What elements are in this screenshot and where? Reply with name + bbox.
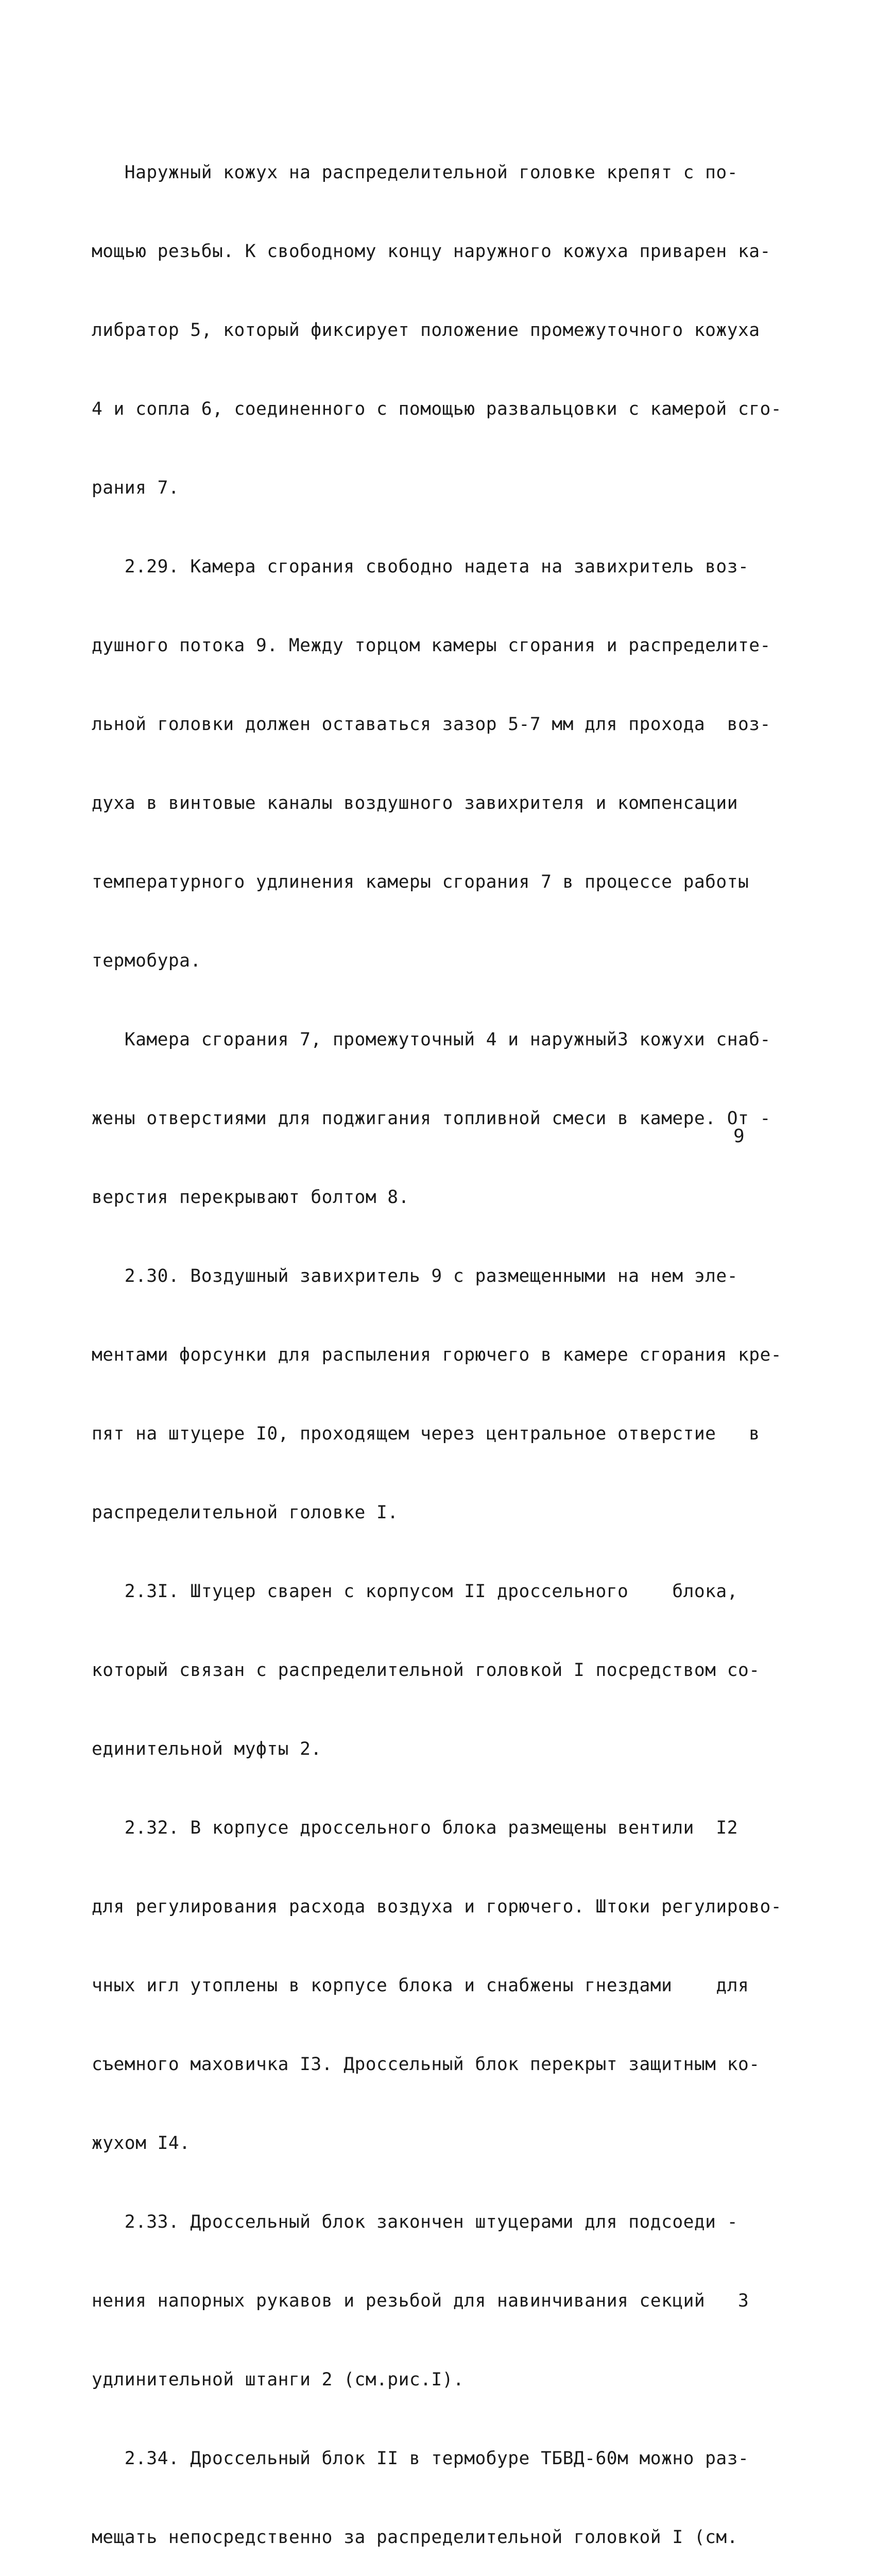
text-line: 2.34. Дроссельный блок II в термобуре ТБВД-60м можно раз- (92, 2448, 749, 2469)
text-line: температурного удлинения камеры сгорания 7 в процессе работы (92, 872, 749, 892)
text-line: единительной муфты 2. (92, 1739, 322, 1759)
page-text (92, 107, 782, 2576)
text-line: который связан с распределительной головкой I посредством со- (92, 1660, 760, 1681)
text-line: Наружный кожух на распределительной головке крепят с по- (92, 162, 738, 183)
text-line: духа в винтовые каналы воздушного завихрителя и компенсации (92, 793, 738, 814)
text-line: чных игл утоплены в корпусе блока и снабжены гнездами для (92, 1975, 749, 1996)
text-line: 2.33. Дроссельный блок закончен штуцерами для подсоеди - (92, 2212, 738, 2232)
text-line: распределительной головке I. (92, 1502, 399, 1523)
text-line: ментами форсунки для распыления горючего в камере сгорания кре- (92, 1345, 782, 1365)
text-line: для регулирования расхода воздуха и горючего. Штоки регулирово- (92, 1896, 782, 1917)
text-line: 4 и сопла 6, соединенного с помощью развальцовки с камерой сго- (92, 399, 782, 419)
text-line: душного потока 9. Между торцом камеры сгорания и распределите- (92, 635, 771, 656)
text-line: мещать непосредственно за распределительной головкой I (см. (92, 2527, 738, 2548)
text-line: 2.29. Камера сгорания свободно надета на завихритель воз- (92, 556, 749, 577)
text-line: 2.32. В корпусе дроссельного блока размещены вентили I2 (92, 1818, 738, 1838)
text-line: жухом I4. (92, 2133, 191, 2154)
text-line: термобура. (92, 951, 201, 971)
text-line: 2.3I. Штуцер сварен с корпусом II дроссельного блока, (92, 1581, 738, 1602)
text-line: съемного маховичка I3. Дроссельный блок перекрыт защитным ко- (92, 2054, 760, 2075)
text-line: льной головки должен оставаться зазор 5-7 мм для прохода воз- (92, 714, 771, 735)
text-line: Камера сгорания 7, промежуточный 4 и наружный3 кожухи снаб- (92, 1029, 771, 1050)
text-line: либратор 5, который фиксирует положение промежуточного кожуха (92, 320, 760, 341)
text-line: мощью резьбы. К свободному концу наружного кожуха приварен ка- (92, 241, 771, 262)
text-line: верстия перекрывают болтом 8. (92, 1187, 409, 1208)
text-line: жены отверстиями для поджигания топливной смеси в камере. От - (92, 1108, 771, 1129)
text-line: 2.30. Воздушный завихритель 9 с размещенными на нем эле- (92, 1266, 738, 1286)
page-number: 9 (733, 1126, 745, 1147)
text-line: пят на штуцере I0, проходящем через центральное отверстие в (92, 1423, 760, 1444)
text-line: удлинительной штанги 2 (см.рис.I). (92, 2369, 465, 2390)
text-line: нения напорных рукавов и резьбой для навинчивания секций 3 (92, 2291, 749, 2311)
text-line: рания 7. (92, 478, 180, 498)
